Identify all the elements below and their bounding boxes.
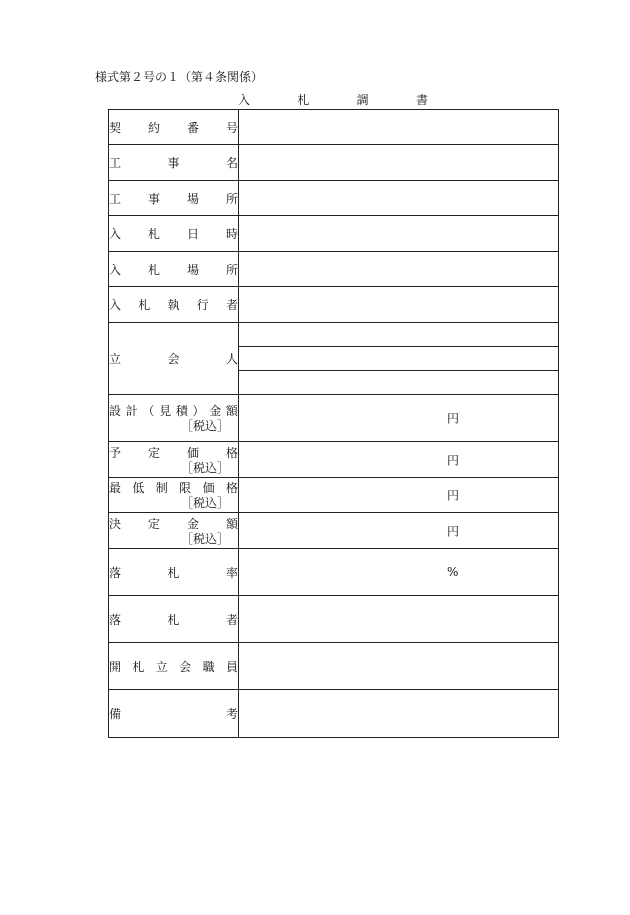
label-project-name: 工 事 名: [109, 145, 239, 181]
witness-field-1[interactable]: [239, 323, 559, 347]
label-design-estimate: 設 計 （ 見 積 ） 金 額 ［税込］: [109, 395, 239, 442]
planned-price-field[interactable]: [239, 442, 559, 478]
bid-place-field[interactable]: [239, 252, 559, 287]
row-winning-bidder: [109, 596, 559, 643]
opening-staff-field[interactable]: [239, 643, 559, 690]
row-final-amount: [109, 513, 559, 549]
witness-field-3[interactable]: [239, 371, 559, 395]
row-witnesses: [109, 323, 559, 347]
row-opening-staff: [109, 643, 559, 690]
label-opening-staff: 開 札 立 会 職 員: [109, 643, 239, 690]
label-remarks: 備 考: [109, 690, 239, 738]
title-char: 調: [356, 93, 369, 107]
yen-unit: 円: [447, 488, 460, 503]
label-minimum-price: 最 低 制 限 価 格 ［税込］: [109, 478, 239, 513]
tax-included-note: ［税込］: [180, 460, 229, 475]
yen-unit: 円: [447, 453, 460, 467]
row-planned-price: [109, 442, 559, 478]
remarks-field[interactable]: [239, 690, 559, 738]
bid-report-table: [108, 109, 559, 738]
row-bid-place: [109, 252, 559, 287]
title-char: 入: [238, 93, 251, 107]
final-amount-field[interactable]: [239, 513, 559, 549]
label-bid-executor: 入 札 執 行 者: [109, 287, 239, 323]
bid-executor-field[interactable]: [239, 287, 559, 323]
row-minimum-price: [109, 478, 559, 513]
label-project-location: 工 事 場 所: [109, 181, 239, 216]
title-char: 書: [415, 93, 428, 107]
tax-included-note: ［税込］: [180, 531, 229, 546]
label-award-rate: 落 札 率: [109, 549, 239, 596]
witness-field-2[interactable]: [239, 347, 559, 371]
winning-bidder-field[interactable]: [239, 596, 559, 643]
document-title: [238, 91, 428, 108]
row-project-location: [109, 181, 559, 216]
label-planned-price: 予 定 価 格 ［税込］: [109, 442, 239, 478]
tax-included-note: ［税込］: [180, 496, 229, 510]
yen-unit: 円: [447, 524, 460, 538]
row-project-name: [109, 145, 559, 181]
yen-unit: 円: [447, 411, 460, 426]
row-bid-executor: [109, 287, 559, 323]
title-char: 札: [297, 93, 310, 107]
form-reference: 様式第２号の１（第４条関係）: [95, 70, 264, 84]
tax-included-note: ［税込］: [180, 419, 229, 433]
minimum-price-field[interactable]: [239, 478, 559, 513]
label-bid-datetime: 入 札 日 時: [109, 216, 239, 252]
label-final-amount: 決 定 金 額 ［税込］: [109, 513, 239, 549]
project-location-field[interactable]: [239, 181, 559, 216]
label-bid-place: 入 札 場 所: [109, 252, 239, 287]
row-award-rate: [109, 549, 559, 596]
label-witnesses: 立 会 人: [109, 323, 239, 395]
row-bid-datetime: [109, 216, 559, 252]
percent-unit: %: [447, 565, 459, 579]
row-contract-number: [109, 110, 559, 145]
contract-number-field[interactable]: [239, 110, 559, 145]
label-winning-bidder: 落 札 者: [109, 596, 239, 643]
design-estimate-field[interactable]: [239, 395, 559, 442]
bid-datetime-field[interactable]: [239, 216, 559, 252]
award-rate-field[interactable]: [239, 549, 559, 596]
label-contract-number: 契 約 番 号: [109, 110, 239, 145]
row-remarks: [109, 690, 559, 738]
row-design-estimate: [109, 395, 559, 442]
project-name-field[interactable]: [239, 145, 559, 181]
